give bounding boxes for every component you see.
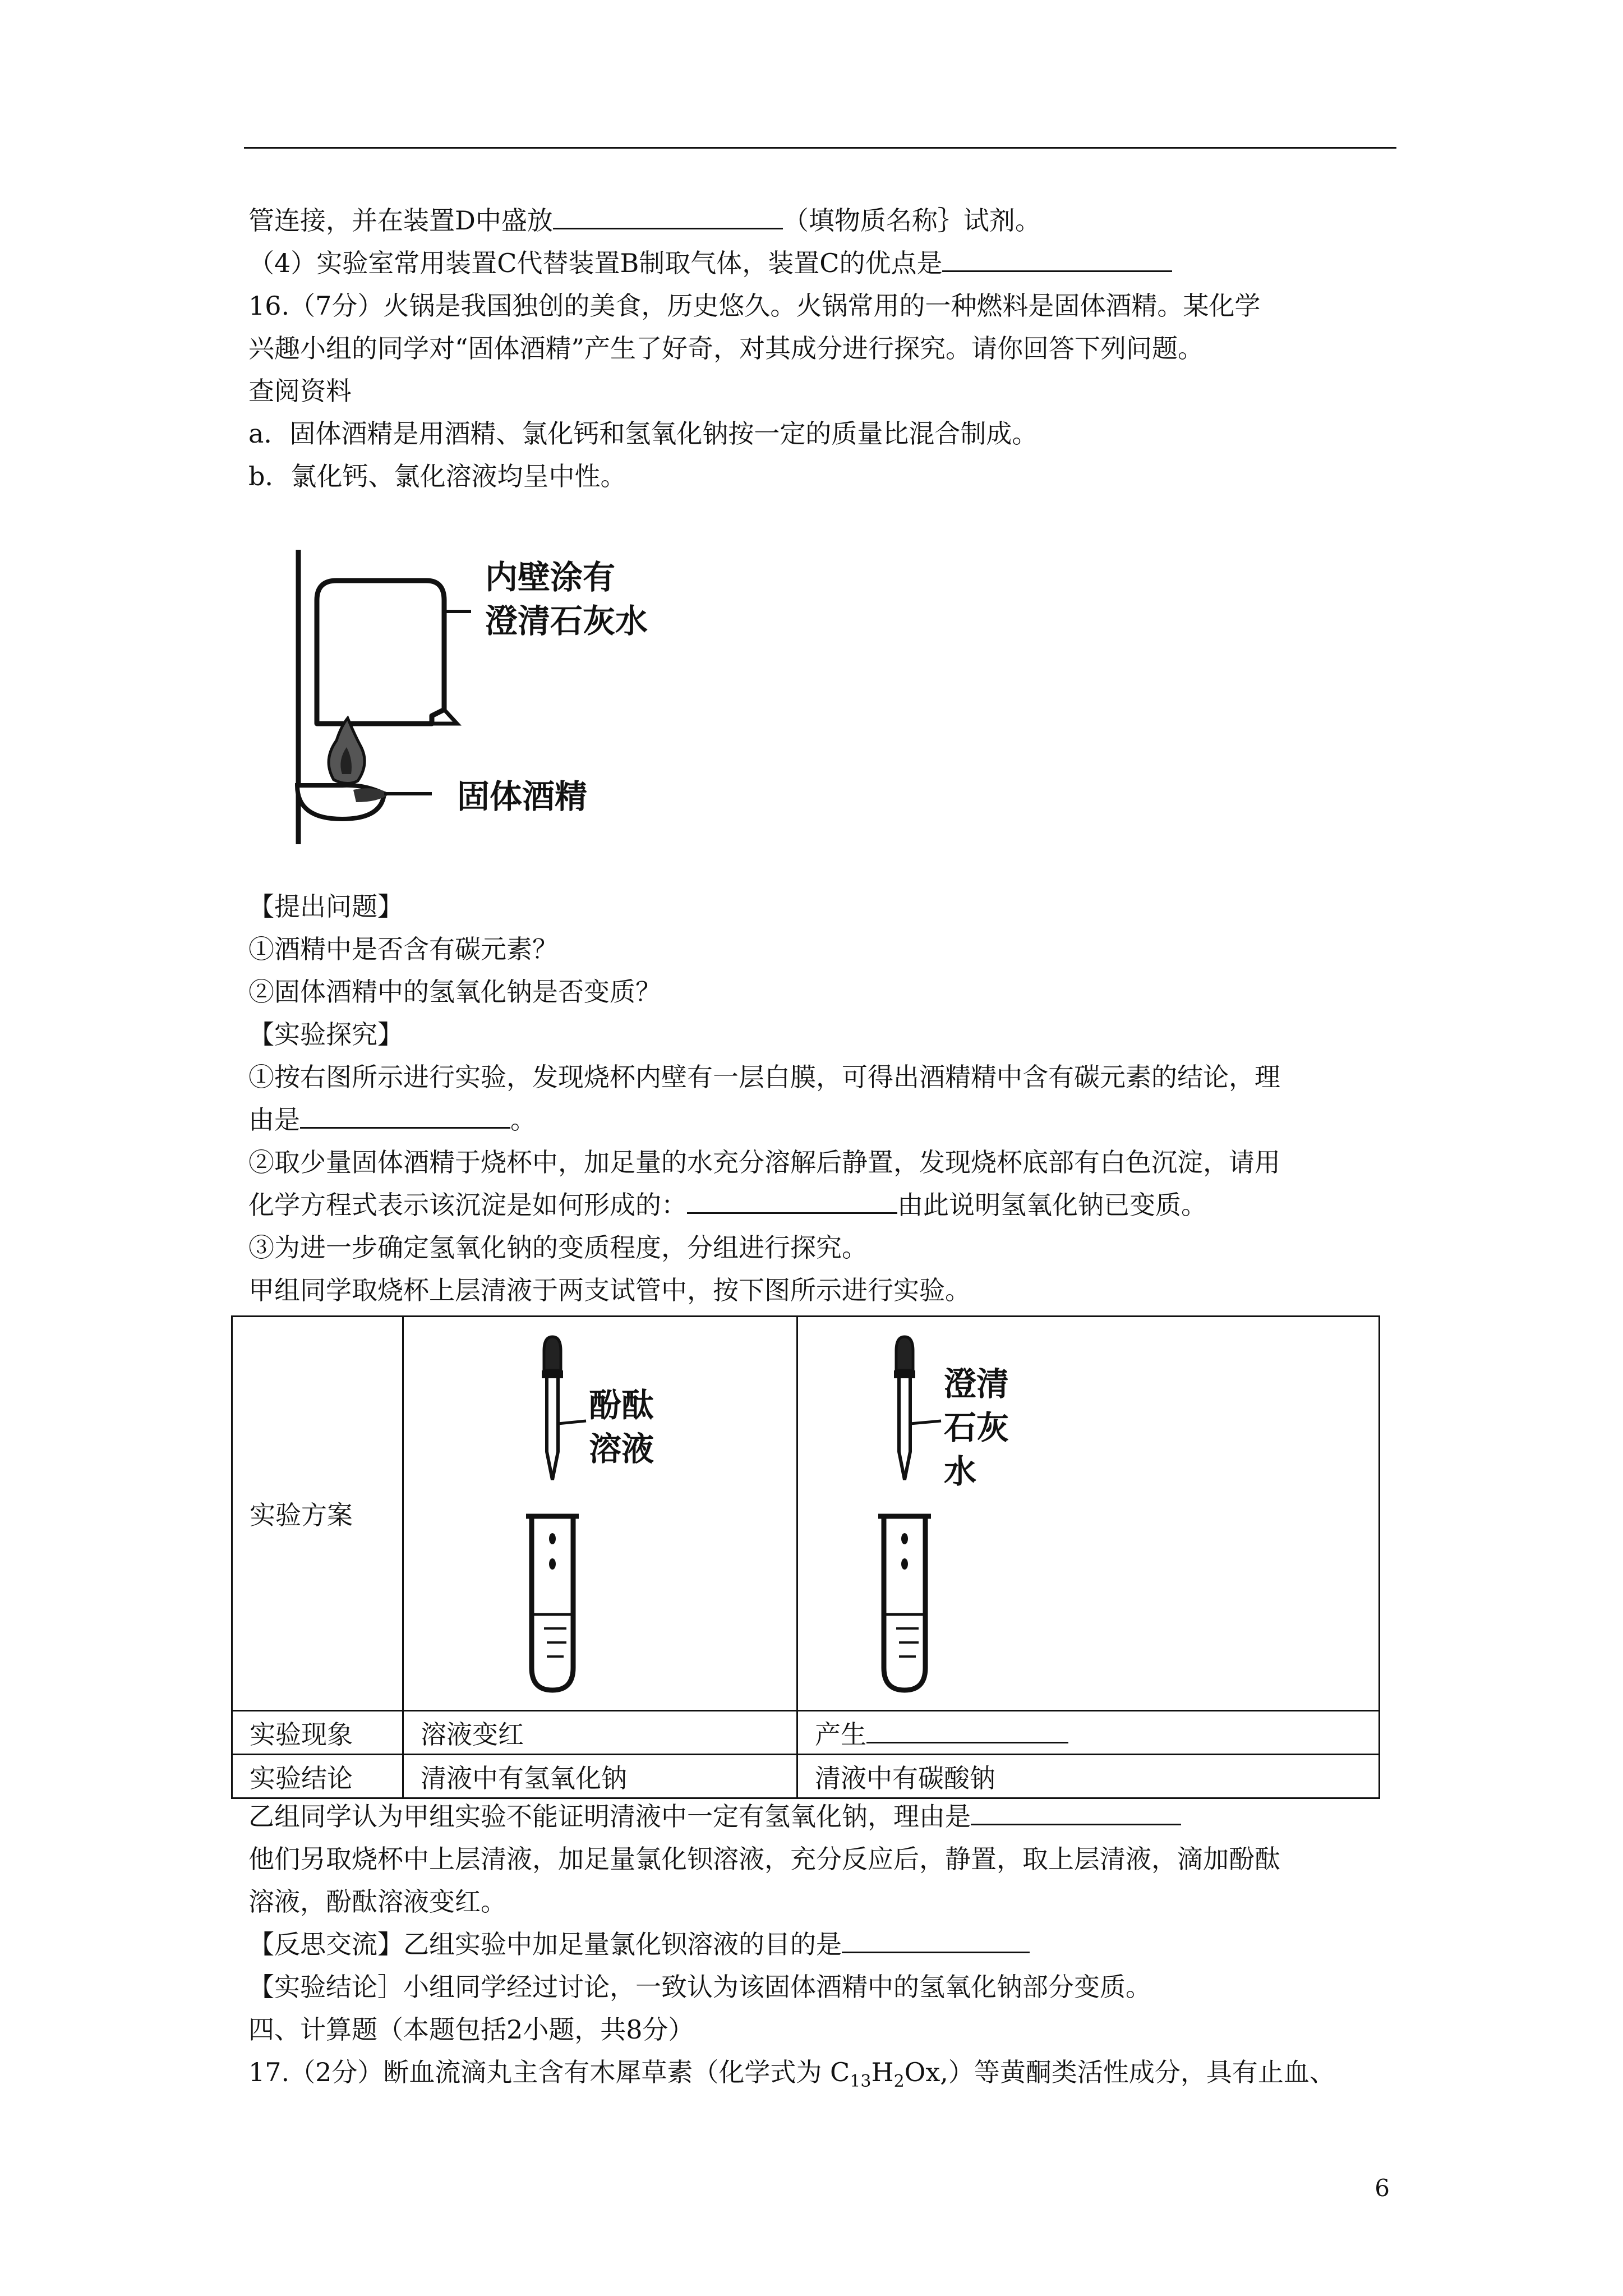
table-row	[232, 1755, 1380, 1798]
reagent-limewater-1: 澄清	[944, 1365, 1009, 1403]
answer-blank[interactable]	[942, 243, 1172, 272]
q16-line1: 16.（7分）火锅是我国独创的美食，历史悠久。火锅常用的一种燃料是固体酒精。某化学	[248, 291, 1261, 321]
table-row	[232, 1317, 1380, 1711]
label-solid-alcohol: 固体酒精	[457, 777, 588, 816]
after-l4: 【反思交流】乙组实验中加足量氯化钡溶液的目的是	[248, 1923, 1398, 1966]
answer-blank[interactable]	[866, 1715, 1068, 1743]
header-rule	[244, 147, 1396, 149]
line-continuation: 管连接，并在装置D中盛放 （填物质名称｝试剂。	[248, 199, 1398, 242]
bottom-text	[248, 1795, 1398, 2103]
after-l6: 四、计算题（本题包括2小题，共8分）	[248, 2014, 694, 2045]
plan-right-cell	[797, 1317, 1380, 1711]
page-number: 6	[1375, 2174, 1390, 2202]
phenomenon-right: 产生	[797, 1711, 1380, 1755]
row-header-plan: 实验方案	[232, 1317, 403, 1711]
question-2: ②固体酒精中的氢氧化钠是否变质？	[248, 977, 661, 1007]
answer-blank[interactable]	[971, 1797, 1181, 1825]
explore-s2-line2: 化学方程式表示该沉淀是如何形成的： 由此说明氢氧化钠已变质。	[248, 1184, 1398, 1226]
answer-blank[interactable]	[842, 1925, 1030, 1953]
top-text	[248, 199, 1398, 498]
phenomenon-left: 溶液变红	[403, 1711, 797, 1755]
answer-blank[interactable]	[687, 1185, 897, 1214]
reagent-limewater-2: 石灰	[944, 1409, 1009, 1447]
conclusion-left: 清液中有氢氧化钠	[403, 1755, 797, 1798]
answer-blank[interactable]	[300, 1100, 510, 1129]
reagent-phenolphthalein-1: 酚酞	[589, 1386, 654, 1424]
line-q4: （4）实验室常用装置C代替装置B制取气体，装置C的优点是	[248, 242, 1398, 284]
after-l7: 17.（2分）断血流滴丸主含有木犀草素（化学式为 $C_{13}H_2Ox$,）等黄酮类活性成分，具有止血、	[248, 2057, 1335, 2092]
reagent-limewater-3: 水	[944, 1452, 977, 1490]
ref-a: a．固体酒精是用酒精、氯化钙和氢氧化钠按一定的质量比混合制成。	[248, 418, 1038, 449]
explore-heading: 【实验探究】	[248, 1019, 403, 1050]
reagent-phenolphthalein-2: 溶液	[589, 1430, 654, 1468]
explore-s2-line1: ②取少量固体酒精于烧杯中，加足量的水充分溶解后静置，发现烧杯底部有白色沉淀，请用	[248, 1147, 1280, 1177]
dropper-test-tube-figure	[798, 1317, 1378, 1710]
label-limewater: 澄清石灰水	[485, 602, 648, 640]
question-heading: 【提出问题】	[248, 891, 403, 922]
label-inner-wall: 内壁涂有	[485, 558, 616, 596]
after-l2: 他们另取烧杯中上层清液，加足量氯化钡溶液，充分反应后，静置，取上层清液，滴加酚酞	[248, 1844, 1280, 1874]
explore-s4: 甲组同学取烧杯上层清液于两支试管中，按下图所示进行实验。	[248, 1275, 971, 1305]
question-1: ①酒精中是否含有碳元素？	[248, 934, 558, 964]
row-header-phenomenon: 实验现象	[232, 1711, 403, 1755]
experiment-table	[231, 1315, 1380, 1799]
mid-text	[248, 885, 1398, 1312]
q16-line2: 兴趣小组的同学对“固体酒精”产生了好奇，对其成分进行探究。请你回答下列问题。	[248, 333, 1204, 364]
after-l3: 溶液，酚酞溶液变红。	[248, 1887, 506, 1917]
table-row	[232, 1711, 1380, 1755]
ref-b: b．氯化钙、氯化溶液均呈中性。	[248, 461, 626, 491]
explore-s1-line2: 由是 。	[248, 1098, 1398, 1141]
ref-title: 查阅资料	[248, 376, 352, 406]
after-l5: 【实验结论］小组同学经过讨论，一致认为该固体酒精中的氢氧化钠部分变质。	[248, 1972, 1151, 2002]
after-l1: 乙组同学认为甲组实验不能证明清液中一定有氢氧化钠，理由是	[248, 1795, 1398, 1838]
answer-blank[interactable]	[553, 201, 783, 229]
explore-s3: ③为进一步确定氢氧化钠的变质程度，分组进行探究。	[248, 1232, 868, 1263]
conclusion-right: 清液中有碳酸钠	[797, 1755, 1380, 1798]
explore-s1-line1: ①按右图所示进行实验，发现烧杯内壁有一层白膜，可得出酒精精中含有碳元素的结论，理	[248, 1062, 1280, 1092]
dropper-test-tube-figure	[404, 1317, 796, 1710]
plan-left-cell	[403, 1317, 797, 1711]
row-header-conclusion: 实验结论	[232, 1755, 403, 1798]
